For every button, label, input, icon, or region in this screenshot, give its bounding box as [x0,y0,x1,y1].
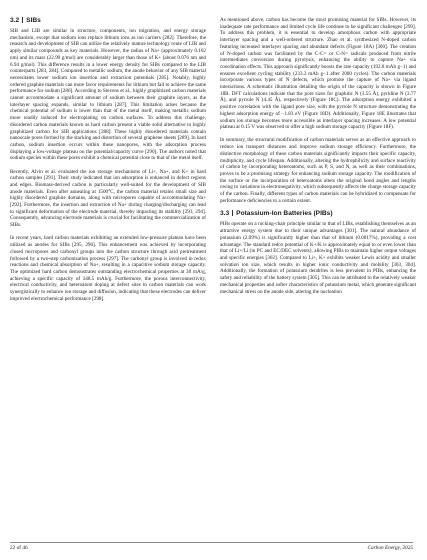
paragraph: Recently, Alvin et al. evaluated the ion storage mechanisms of Li+, Na+, and K+ in hard carbon samples [291]. Their study indicated that ion adsorption is enhanced in defect regions and edges. Biomass-derived carbon is particularly well-suited for the development of SIB anode materials. Even after annealing at 1500°C, the carbon material retains small size and highly disordered graphite domains, along with micropores capable of accommodating Na+ [292]. Furthermore, the insertion and extraction of Na+ during charging/discharging can lead to significant deformation of the electrode material, thereby impacting its stability [293, 294]. Consequently, advancing electrode materials is crucial for facilitating the commercialization of SIBs. [10,168,206,229]
section-heading-pibs [220,210,416,218]
page-footer [10,542,413,554]
right-column [220,17,416,295]
left-column [10,17,206,302]
section-heading-sibs [10,17,206,25]
section-number: 3.2 [10,17,20,24]
paragraph: As mentioned above, carbon has become the most promising material for SIBs. However, its inadequate rate performance and limited cycle life continue to be significant challenges [299]. To address this problem, it is essential to develop amorphous carbon with appropriate interlayer spacing and a well-ordered structure. Zhao et al. synthesized N-doped carbon featuring increased interlayer spacing and abundant defects (Figure 18A) [300]. The creation of N-doped carbon was facilitated by the C-C= or C-N= radicals produced from nitrile intermediates conversion during pyrolysis, enhancing the ability to capture Na+ via coordination effects. This approach significantly boosts the rate capacity (192.8 mAh g−1) and ensures excellent cycling stability (233.3 mAh g−1 after 2000 cycles). The carbon materials incorporate various types of N defects, which promote the capture of Na+ via ligand interactions. A schematic illustration detailing the origin of the capacity is shown in Figure 18B. DFT calculations indicate that the pore sizes for graphitic N (3.55 Å), pyridine N (3.77 Å), and pyrrole N (4.45 Å), respectively (Figure 18C). The adsorption energy exhibited a positive correlation with the ligand pore size, with the pyrrole N structure demonstrating the highest adsorption energy of −1.83 eV (Figure 18D). Additionally, Figure 18E illustrates that sodium ion storage becomes more accessible as interlayer spacing increases. A low potential plateau at 0.15 V was observed to offer a high sodium storage capacity (Figure 18F). [220,17,416,131]
section-title: SIBs [26,17,41,24]
journal-name: Carbon Energy, 2025 [367,545,413,551]
section-title: Potassium-Ion Batteries (PIBs) [236,210,333,218]
paragraph: PIBs operate on a rocking-chair principle similar to that of LIBs, establishing themselves as an attractive energy system due to their unique advantages [301]. The natural abundance of potassium (2.09%) is significantly higher than that of lithium (0.0017%), providing a cost advantage. The standard redox potential of K+/K is approximately equal to or even lower than that of Li+/Li (in PC and EC/DEC solvents), allowing PIBs to maintain higher output voltages and specific energies [302]. Compared to Li+, K+ exhibits weaker Lewis acidity and smaller solvation ion size, which results in higher ionic conductivity and mobility [303, 304]. Additionally, the formation of potassium dendrites is less prevalent in PIBs, enhancing the safety and reliability of the battery system [305]. This can be attributed to the relatively weaker mechanical properties and softer characteristics of potassium metal, which generate significant mechanical stress on the anode side, altering the nucleation [220,221,416,295]
section-number: 3.3 [220,210,230,218]
heading-separator [22,17,23,23]
heading-separator [232,210,233,216]
page-number: 22 of 46 [10,545,28,551]
paragraph: In summary, the structural modification of carbon materials serves as an effective approach to reduce ion transport distances and improve sodium storage efficiency. Furthermore, the distinctive morphology of these carbon materials significantly impacts their specific capacity, multiplicity, and cycle lifespan. Additionally, altering the hydrophilicity and surface reactivity of carbon by incorporating heteroatoms, such as P, S, and N, as well as their combinations, proves to be a promising strategy for enhancing sodium storage capacity. The modification of the surface or the incorporation of heteroatoms alters the original bond angles and lengths owing to variations in electronegativity, which subsequently affects the charge storage capacity of the carbon. Finally, different types of carbon materials can be hybridized to compensate for performance deficiencies to a certain extent. [220,137,416,204]
paragraph: SIB and LIB are similar in structure, components, ion migration, and energy storage mechanism, except that sodium ions replace lithium ions as ion carriers [282]. Therefore, the research and development of SIB can utilize the relatively mature technology route of LIB and apply similar compounds as key materials. However, the radius of Na+ (approximately 0.102 nm) and its mass (22.99 g/mol) are considerably larger than those of K+ (about 0.076 nm and 6.94 g/mol). This difference results in a lower energy density for SIBs compared to the LIB counterparts [283, 284]. Compared to metallic sodium, the anode behavior of any SIB material necessitates lower sodium ion insertion and extraction potentials [285]. Notably, highly ordered graphite materials can more favor requirements for lithium but fail to achieve the same performance for sodium [286]. According to Stevens et al., highly graphitized carbon materials cannot accommodate a significant amount of sodium between their graphite layers, as the interlayer spacing expands, similar to lithium [287]. This limitation arises because the chemical potential of sodium is lower than that of the metal itself, making metallic sodium more readily induced for electroplating on carbon surfaces. To address this challenge, disordered carbon materials known as hard carbon present a viable solid alternative to highly graphitized carbon for SIB applications [288]. These highly disordered materials contain nanoscale pores formed by the stacking and distortion of several graphene sheets [289]. In hard carbon, sodium insertion occurs within these nanopores, with the adsorption process displaying a low-voltage plateau on the potential/capacity curve [290]. The authors noted that sodium species within these pores exhibit a chemical potential close to that of the metal itself. [10,28,206,162]
paragraph: In recent years, hard carbon materials exhibiting an extended low-pressure plateau have been utilized as anodes for SIBs [295, 296]. This enhancement was achieved by incorporating closed micropores and carbonyl groups into the carbon structure through acid pretreatment followed by a two-step carbonization process [297]. The carbonyl group is involved in redox reactions and chemical absorption of Na+, resulting in a capacitive sodium storage capacity. The optimized hard carbon demonstrates outstanding electrochemical properties at 30 mA/g, achieving a specific capacity of 348.5 mAh/g. Furthermore, the porous interconnectivity, electrical conductivity, and heteroatom doping at defect sites in carbon materials can work synergistically to enhance ion storage and diffusion, indicating that these electrodes can deliver improved electrochemical performance [298]. [10,235,206,302]
